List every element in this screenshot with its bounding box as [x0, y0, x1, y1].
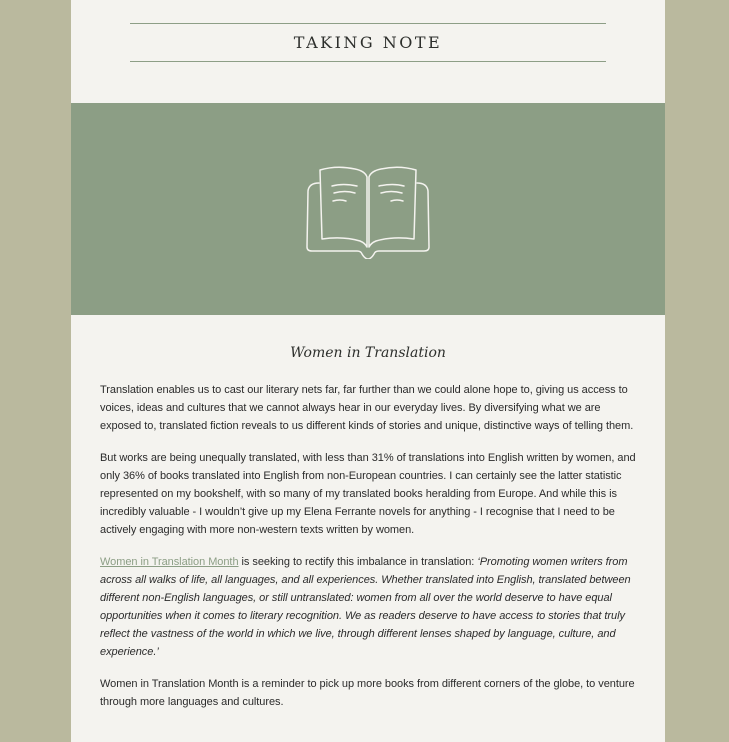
article: [100, 343, 636, 725]
women-in-translation-month-link[interactable]: Women in Translation Month: [100, 556, 239, 568]
closing-paragraph: Women in Translation Month is a reminder to pick up more books from different corners of the globe, to venture through more languages and cultures.: [100, 678, 635, 708]
witm-quote: ‘Promoting women writers from across all walks of life, all languages, and all experiences. Whether translated into English, translated between different non-English languages, or still untranslated: women from all over the world deserve to have equal opportunities when it comes to literary recognition. We as readers deserve to have access to stories that truly reflect the vastness of the world in which we live, through different lenses shaped by language, culture, and experience.’: [100, 556, 631, 658]
open-book-icon: [305, 163, 431, 259]
article-title: Women in Translation: [290, 345, 446, 361]
hero-banner: [71, 103, 665, 315]
article-paragraph: But works are being unequally translated, with less than 31% of translations into English written by women, and only 36% of books translated into English from non-European countries. I can certainly see the latter statistic represented on my bookshelf, with so many of my translated books heralding from Europe. And while this is incredibly valuable - I wouldn’t give up my Elena Ferrante novels for anything - I recognise that I need to be actively engaging with more non-western texts written by women.: [100, 452, 636, 536]
newsletter-title: TAKING NOTE: [293, 33, 443, 52]
witm-paragraph: [100, 553, 636, 661]
masthead: [130, 23, 606, 62]
article-paragraph: Translation enables us to cast our literary nets far, far further than we could alone hope to, giving us access to voices, ideas and cultures that we cannot always hear in our everyday lives. By diversifying what we are exposed to, translated fiction reveals to us different kinds of stories and unique, distinctive ways of telling them.: [100, 384, 634, 432]
witm-lead-text: is seeking to rectify this imbalance in translation:: [238, 556, 478, 568]
newsletter-page: [71, 0, 665, 742]
